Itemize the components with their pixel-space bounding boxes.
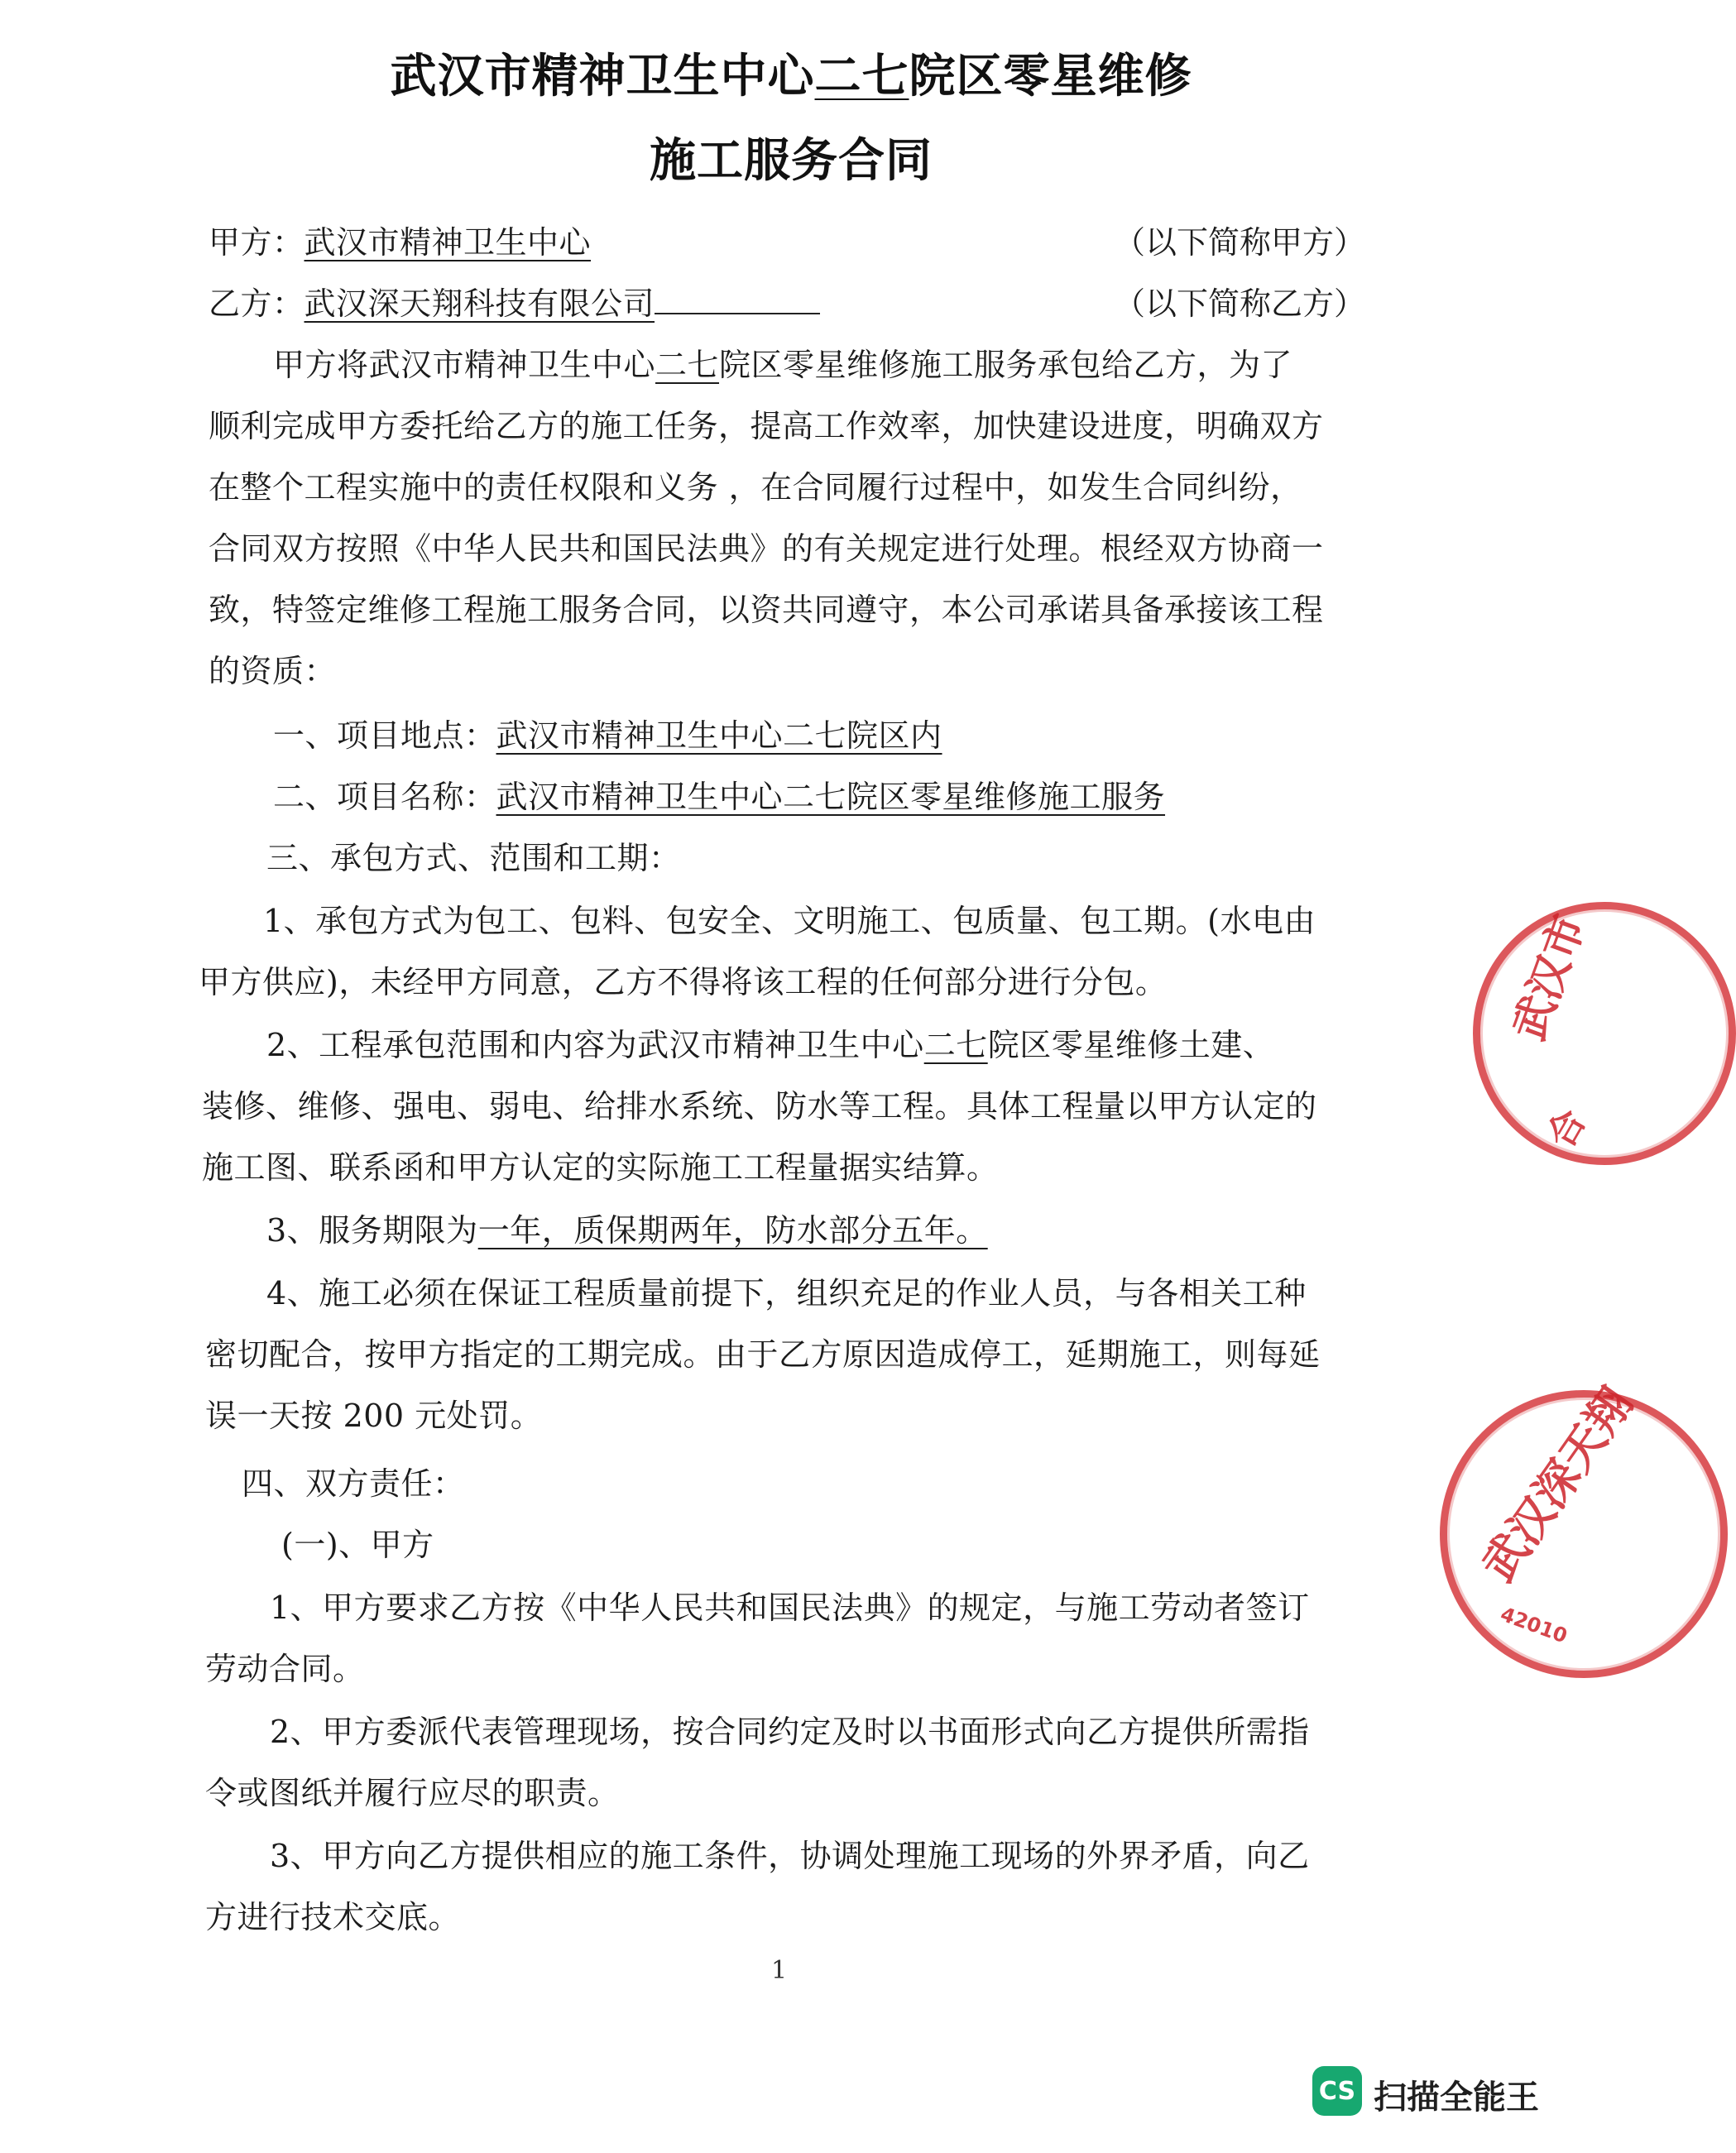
clause-3-2-line-1 xyxy=(266,1019,1274,1065)
clause-3-4-line-1: 4、施工必须在保证工程质量前提下，组织充足的作业人员，与各相关工种 xyxy=(266,1275,1307,1311)
intro-line-6: 的资质： xyxy=(209,653,337,689)
duty-a-3-line-1: 3、甲方向乙方提供相应的施工条件，协调处理施工现场的外界矛盾，向乙 xyxy=(270,1838,1310,1874)
section-2-project-name xyxy=(273,771,1165,817)
section-2-value: 武汉市精神卫生中心二七院区零星维修施工服务 xyxy=(496,779,1166,815)
party-a-note: （以下简称甲方） xyxy=(1114,224,1366,261)
duty-a-3-line-2: 方进行技术交底。 xyxy=(205,1899,461,1935)
camscanner-watermark: 扫描全能王 xyxy=(1374,2079,1539,2117)
clause-3-1-line-1: 1、承包方式为包工、包料、包安全、文明施工、包质量、包工期。(水电由 xyxy=(263,903,1316,939)
duty-a-1-line-2: 劳动合同。 xyxy=(205,1651,365,1687)
intro-line-1 xyxy=(273,339,1292,385)
clause-3-2-line-2: 装修、维修、强电、弱电、给排水系统、防水等工程。具体工程量以甲方认定的 xyxy=(202,1088,1317,1124)
intro-line-3: 在整个工程实施中的责任权限和义务 ，在合同履行过程中，如发生合同纠纷， xyxy=(209,469,1302,506)
section-4-subheading-party-a: (一)、甲方 xyxy=(281,1527,434,1563)
party-a-label: 甲方： xyxy=(209,224,305,261)
section-3-heading: 三、承包方式、范围和工期： xyxy=(266,840,681,876)
title-suffix: 院区零星维修 xyxy=(909,50,1192,103)
clause-text: 院区零星维修土建、 xyxy=(987,1027,1275,1063)
clause-3-4-line-3: 误一天按 200 元处罚。 xyxy=(205,1398,543,1434)
intro-text: 甲方将武汉市精神卫生中心 xyxy=(273,347,656,383)
seal-lower-number: 42010 xyxy=(1497,1602,1571,1648)
seal-upper-text: 武汉市 xyxy=(1504,908,1595,1047)
seal-lower-text: 武汉深天翔 xyxy=(1472,1378,1643,1591)
company-seal-upper xyxy=(1473,902,1736,1165)
clause-3-3 xyxy=(266,1205,988,1250)
intro-line-2: 顺利完成甲方委托给乙方的施工任务，提高工作效率，加快建设进度，明确双方 xyxy=(209,408,1324,444)
duty-a-2-line-2: 令或图纸并履行应尽的职责。 xyxy=(205,1775,620,1811)
duty-a-1-line-1: 1、甲方要求乙方按《中华人民共和国民法典》的规定，与施工劳动者签订 xyxy=(270,1590,1310,1626)
party-a-line xyxy=(209,217,591,262)
intro-line-4: 合同双方按照《中华人民共和国民法典》的有关规定进行处理。根经双方协商一 xyxy=(209,530,1324,567)
page-number: 1 xyxy=(771,1956,788,1985)
seal-upper-text-2: 合 xyxy=(1539,1102,1595,1156)
clause-3-2-line-3: 施工图、联系函和甲方认定的实际施工工程量据实结算。 xyxy=(202,1149,999,1186)
title-line-1 xyxy=(0,40,1582,106)
title-hospital: 武汉市精神卫生中心 xyxy=(390,50,815,103)
section-1-value: 武汉市精神卫生中心二七院区内 xyxy=(496,717,942,754)
title-campus: 二七 xyxy=(814,50,909,103)
clause-campus: 二七 xyxy=(923,1027,988,1063)
party-b-label: 乙方： xyxy=(209,285,305,322)
party-b-blank xyxy=(655,288,820,314)
clause-3-1-line-2: 甲方供应)，未经甲方同意，乙方不得将该工程的任何部分进行分包。 xyxy=(199,964,1168,1000)
party-a-name: 武汉市精神卫生中心 xyxy=(304,224,592,261)
intro-line-5: 致，特签定维修工程施工服务合同，以资共同遵守，本公司承诺具备承接该工程 xyxy=(209,592,1324,628)
camscanner-logo-icon: CS xyxy=(1312,2066,1362,2116)
party-b-line xyxy=(209,278,820,324)
duty-a-2-line-1: 2、甲方委派代表管理现场，按合同约定及时以书面形式向乙方提供所需指 xyxy=(270,1714,1310,1750)
clause-3-4-line-2: 密切配合，按甲方指定的工期完成。由于乙方原因造成停工，延期施工，则每延 xyxy=(205,1336,1321,1373)
service-period-value: 一年，质保期两年，防水部分五年。 xyxy=(477,1212,988,1249)
party-b-note: （以下简称乙方） xyxy=(1114,285,1366,322)
section-2-label: 二、项目名称： xyxy=(273,779,496,815)
clause-text: 2、工程承包范围和内容为武汉市精神卫生中心 xyxy=(266,1027,924,1063)
intro-campus: 二七 xyxy=(655,347,720,383)
intro-text: 院区零星维修施工服务承包给乙方，为了 xyxy=(719,347,1293,383)
title-line-2: 施工服务合同 xyxy=(650,134,933,188)
section-1-project-location xyxy=(273,710,942,755)
clause-text: 3、服务期限为 xyxy=(266,1212,478,1249)
section-4-heading: 四、双方责任： xyxy=(242,1465,465,1502)
section-1-label: 一、项目地点： xyxy=(273,717,496,754)
party-b-name: 武汉深天翔科技有限公司 xyxy=(304,285,655,322)
